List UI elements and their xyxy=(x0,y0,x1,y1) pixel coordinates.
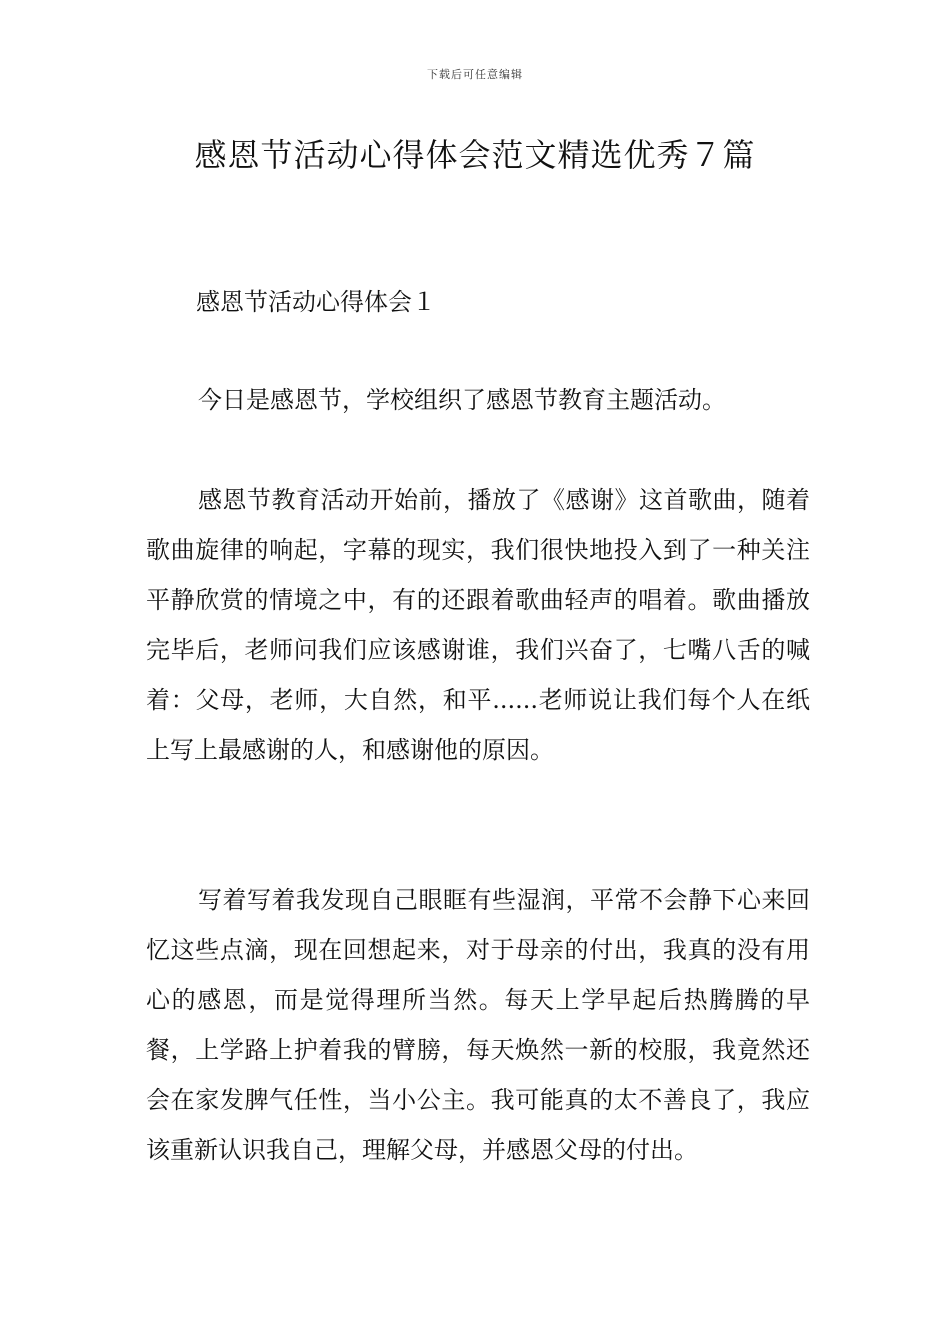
section-heading: 感恩节活动心得体会１ xyxy=(196,288,436,316)
paragraph-3: 写着写着我发现自己眼眶有些湿润，平常不会静下心来回忆这些点滴，现在回想起来，对于母亲的付出，我真的没有用心的感恩，而是觉得理所当然。每天上学早起后热腾腾的早餐，上学路上护着我的臂膀，每天焕然一新的校服，我竟然还会在家发脾气任性，当小公主。我可能真的太不善良了，我应该重新认识我自己，理解父母，并感恩父母的付出。 xyxy=(146,886,810,1164)
paragraph-2: 感恩节教育活动开始前，播放了《感谢》这首歌曲，随着歌曲旋律的响起，字幕的现实，我们很快地投入到了一种关注平静欣赏的情境之中，有的还跟着歌曲轻声的唱着。歌曲播放完毕后，老师问我们应该感谢谁，我们兴奋了，七嘴八舌的喊着：父母，老师，大自然，和平......老师说让我们每个人在纸上写上最感谢的人，和感谢他的原因。 xyxy=(146,486,810,764)
document-title: 感恩节活动心得体会范文精选优秀７篇 xyxy=(194,136,756,174)
paragraph-1: 今日是感恩节，学校组织了感恩节教育主题活动。 xyxy=(198,386,726,414)
header-note: 下载后可任意编辑 xyxy=(427,68,523,81)
